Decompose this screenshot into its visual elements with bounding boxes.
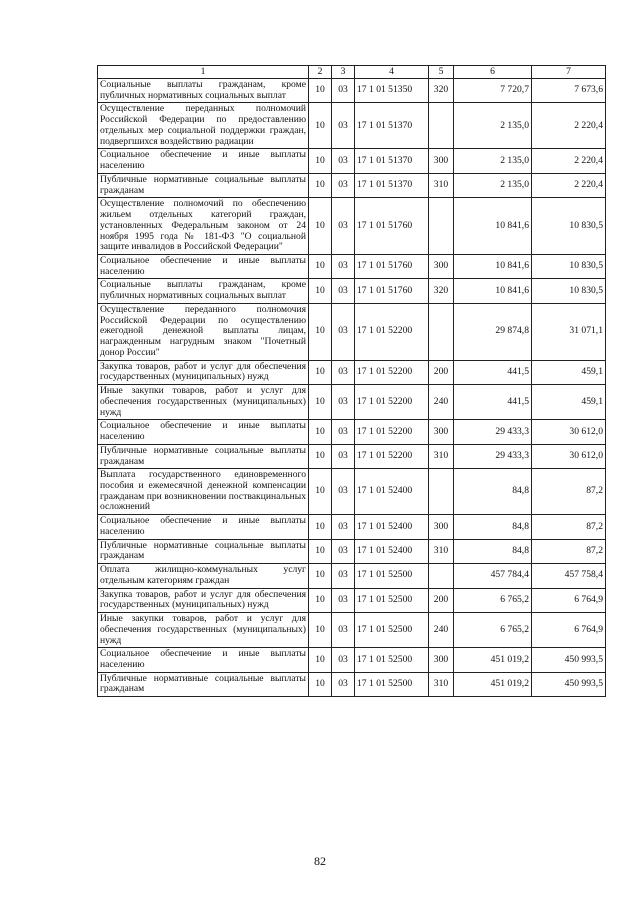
table-row [98,255,606,279]
subsection-code-cell: 03 [332,613,355,648]
amount-year1-cell: 29 433,3 [454,420,532,444]
target-article-cell: 17 1 01 52400 [355,515,429,539]
table-row [98,672,606,696]
budget-table [97,65,606,697]
target-article-cell: 17 1 01 52500 [355,564,429,588]
amount-year1-cell: 441,5 [454,360,532,384]
expense-type-cell: 300 [429,255,454,279]
subsection-code-cell: 03 [332,539,355,563]
subsection-code-cell: 03 [332,103,355,149]
description-cell: Публичные нормативные социальные выплаты гражданам [98,173,309,197]
amount-year1-cell: 10 841,6 [454,279,532,303]
amount-year2-cell: 31 071,1 [532,303,606,360]
expense-type-cell: 310 [429,672,454,696]
description-cell: Осуществление переданного полномочия Российской Федерации по осуществлению ежегодной денежной выплаты лицам, награжденным нагрудным знаком "Почетный донор России" [98,303,309,360]
description-cell: Социальные выплаты гражданам, кроме публичных нормативных социальных выплат [98,79,309,103]
subsection-code-cell: 03 [332,385,355,420]
amount-year1-cell: 7 720,7 [454,79,532,103]
subsection-code-cell: 03 [332,149,355,173]
description-cell: Закупка товаров, работ и услуг для обеспечения государственных (муниципальных) нужд [98,588,309,612]
amount-year1-cell: 10 841,6 [454,198,532,255]
amount-year2-cell: 2 220,4 [532,173,606,197]
amount-year1-cell: 441,5 [454,385,532,420]
amount-year2-cell: 457 758,4 [532,564,606,588]
description-cell: Социальное обеспечение и иные выплаты населению [98,515,309,539]
amount-year2-cell: 459,1 [532,360,606,384]
expense-type-cell [429,564,454,588]
description-cell: Закупка товаров, работ и услуг для обеспечения государственных (муниципальных) нужд [98,360,309,384]
description-cell: Осуществление переданных полномочий Российской Федерации по предоставлению отдельных мер социальной поддержки граждан, подвергшихся воздействию радиации [98,103,309,149]
amount-year1-cell: 84,8 [454,469,532,515]
subsection-code-cell: 03 [332,564,355,588]
target-article-cell: 17 1 01 52500 [355,672,429,696]
amount-year1-cell: 2 135,0 [454,149,532,173]
amount-year1-cell: 6 765,2 [454,588,532,612]
amount-year1-cell: 84,8 [454,539,532,563]
section-code-cell: 10 [309,515,332,539]
description-cell: Публичные нормативные социальные выплаты гражданам [98,539,309,563]
header-cell: 4 [355,66,429,79]
table-row [98,198,606,255]
target-article-cell: 17 1 01 52200 [355,360,429,384]
section-code-cell: 10 [309,79,332,103]
amount-year2-cell: 6 764,9 [532,588,606,612]
subsection-code-cell: 03 [332,515,355,539]
target-article-cell: 17 1 01 52200 [355,420,429,444]
section-code-cell: 10 [309,198,332,255]
section-code-cell: 10 [309,469,332,515]
expense-type-cell: 310 [429,539,454,563]
subsection-code-cell: 03 [332,469,355,515]
header-cell: 2 [309,66,332,79]
expense-type-cell: 300 [429,648,454,672]
header-cell: 7 [532,66,606,79]
section-code-cell: 10 [309,613,332,648]
section-code-cell: 10 [309,303,332,360]
section-code-cell: 10 [309,360,332,384]
amount-year2-cell: 7 673,6 [532,79,606,103]
section-code-cell: 10 [309,255,332,279]
table-row [98,79,606,103]
amount-year2-cell: 6 764,9 [532,613,606,648]
target-article-cell: 17 1 01 51760 [355,279,429,303]
section-code-cell: 10 [309,672,332,696]
amount-year2-cell: 87,2 [532,515,606,539]
amount-year2-cell: 87,2 [532,539,606,563]
subsection-code-cell: 03 [332,303,355,360]
amount-year2-cell: 87,2 [532,469,606,515]
description-cell: Оплата жилищно-коммунальных услуг отдельным категориям граждан [98,564,309,588]
expense-type-cell: 320 [429,279,454,303]
description-cell: Выплата государственного единовременного пособия и ежемесячной денежной компенсации гражданам при возникновении поствакцинальных осложнений [98,469,309,515]
description-cell: Публичные нормативные социальные выплаты гражданам [98,672,309,696]
description-cell: Иные закупки товаров, работ и услуг для обеспечения государственных (муниципальных) нужд [98,613,309,648]
amount-year1-cell: 84,8 [454,515,532,539]
section-code-cell: 10 [309,648,332,672]
expense-type-cell: 300 [429,149,454,173]
description-cell: Иные закупки товаров, работ и услуг для обеспечения государственных (муниципальных) нужд [98,385,309,420]
expense-type-cell [429,303,454,360]
expense-type-cell: 300 [429,515,454,539]
expense-type-cell: 310 [429,444,454,468]
header-cell: 3 [332,66,355,79]
subsection-code-cell: 03 [332,588,355,612]
target-article-cell: 17 1 01 52500 [355,588,429,612]
subsection-code-cell: 03 [332,79,355,103]
table-row [98,539,606,563]
amount-year1-cell: 457 784,4 [454,564,532,588]
description-cell: Социальное обеспечение и иные выплаты населению [98,420,309,444]
amount-year2-cell: 10 830,5 [532,255,606,279]
expense-type-cell: 200 [429,588,454,612]
target-article-cell: 17 1 01 52500 [355,613,429,648]
amount-year2-cell: 450 993,5 [532,672,606,696]
description-cell: Социальные выплаты гражданам, кроме публичных нормативных социальных выплат [98,279,309,303]
section-code-cell: 10 [309,420,332,444]
table-row [98,588,606,612]
amount-year2-cell: 10 830,5 [532,279,606,303]
amount-year2-cell: 2 220,4 [532,103,606,149]
target-article-cell: 17 1 01 51370 [355,103,429,149]
expense-type-cell [429,103,454,149]
amount-year2-cell: 459,1 [532,385,606,420]
target-article-cell: 17 1 01 51370 [355,149,429,173]
table-body [98,66,606,697]
subsection-code-cell: 03 [332,198,355,255]
amount-year2-cell: 2 220,4 [532,149,606,173]
amount-year2-cell: 30 612,0 [532,420,606,444]
expense-type-cell: 320 [429,79,454,103]
description-cell: Осуществление полномочий по обеспечению жильем отдельных категорий граждан, установленных Федеральным законом от 24 ноября 1995 года № 181-ФЗ "О социальной защите инвалидов в Российской Федерации" [98,198,309,255]
target-article-cell: 17 1 01 52200 [355,303,429,360]
table-row [98,149,606,173]
subsection-code-cell: 03 [332,279,355,303]
table-row [98,515,606,539]
section-code-cell: 10 [309,444,332,468]
section-code-cell: 10 [309,279,332,303]
header-cell: 6 [454,66,532,79]
amount-year2-cell: 10 830,5 [532,198,606,255]
table-row [98,173,606,197]
section-code-cell: 10 [309,149,332,173]
page-number: 82 [314,854,326,868]
target-article-cell: 17 1 01 51760 [355,255,429,279]
table-row [98,360,606,384]
expense-type-cell [429,198,454,255]
expense-type-cell [429,469,454,515]
target-article-cell: 17 1 01 52400 [355,539,429,563]
header-cell: 1 [98,66,309,79]
description-cell: Социальное обеспечение и иные выплаты населению [98,255,309,279]
amount-year2-cell: 30 612,0 [532,444,606,468]
target-article-cell: 17 1 01 52200 [355,444,429,468]
subsection-code-cell: 03 [332,444,355,468]
amount-year1-cell: 2 135,0 [454,103,532,149]
expense-type-cell: 240 [429,613,454,648]
header-row [98,66,606,79]
description-cell: Социальное обеспечение и иные выплаты населению [98,648,309,672]
subsection-code-cell: 03 [332,360,355,384]
amount-year1-cell: 451 019,2 [454,648,532,672]
expense-type-cell: 240 [429,385,454,420]
section-code-cell: 10 [309,173,332,197]
section-code-cell: 10 [309,588,332,612]
table-row [98,103,606,149]
target-article-cell: 17 1 01 51760 [355,198,429,255]
subsection-code-cell: 03 [332,420,355,444]
target-article-cell: 17 1 01 52500 [355,648,429,672]
target-article-cell: 17 1 01 52400 [355,469,429,515]
expense-type-cell: 200 [429,360,454,384]
amount-year1-cell: 451 019,2 [454,672,532,696]
subsection-code-cell: 03 [332,648,355,672]
table-row [98,303,606,360]
table-row [98,385,606,420]
amount-year1-cell: 29 433,3 [454,444,532,468]
amount-year1-cell: 10 841,6 [454,255,532,279]
table-row [98,420,606,444]
table-row [98,613,606,648]
subsection-code-cell: 03 [332,672,355,696]
section-code-cell: 10 [309,539,332,563]
section-code-cell: 10 [309,103,332,149]
description-cell: Социальное обеспечение и иные выплаты населению [98,149,309,173]
target-article-cell: 17 1 01 51350 [355,79,429,103]
subsection-code-cell: 03 [332,255,355,279]
amount-year2-cell: 450 993,5 [532,648,606,672]
amount-year1-cell: 29 874,8 [454,303,532,360]
table-row [98,564,606,588]
target-article-cell: 17 1 01 51370 [355,173,429,197]
amount-year1-cell: 2 135,0 [454,173,532,197]
expense-type-cell: 300 [429,420,454,444]
table-row [98,444,606,468]
section-code-cell: 10 [309,385,332,420]
expense-type-cell: 310 [429,173,454,197]
header-cell: 5 [429,66,454,79]
subsection-code-cell: 03 [332,173,355,197]
target-article-cell: 17 1 01 52200 [355,385,429,420]
table-row [98,279,606,303]
table-row [98,469,606,515]
table-row [98,648,606,672]
amount-year1-cell: 6 765,2 [454,613,532,648]
section-code-cell: 10 [309,564,332,588]
description-cell: Публичные нормативные социальные выплаты гражданам [98,444,309,468]
